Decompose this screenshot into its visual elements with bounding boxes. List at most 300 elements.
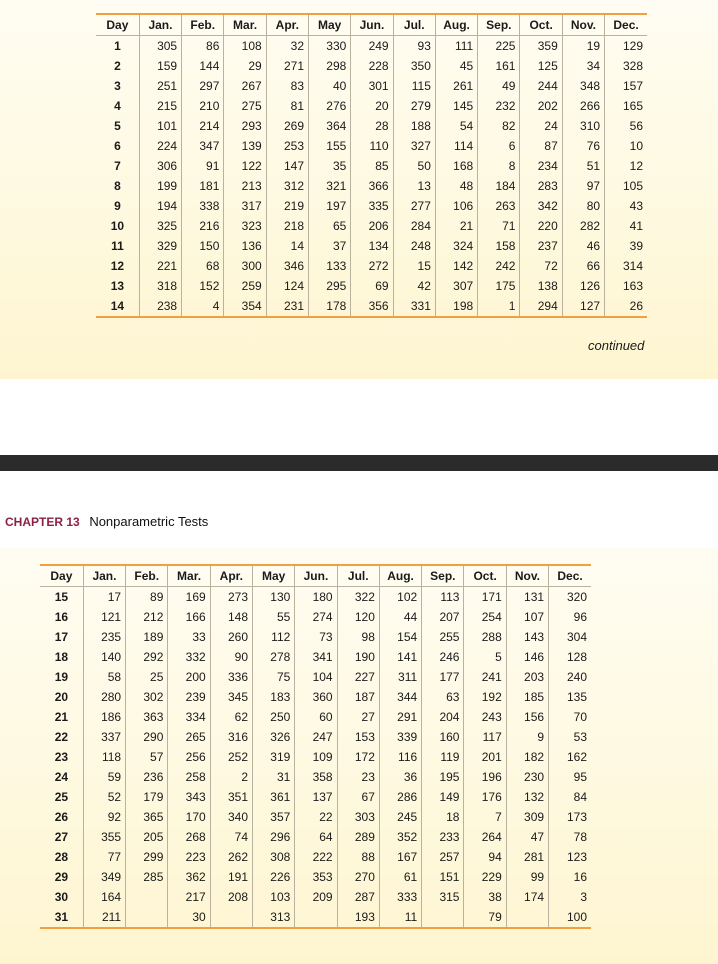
value-cell: 317 <box>224 196 266 216</box>
month-column-header: Mar. <box>168 565 210 587</box>
value-cell: 34 <box>562 56 604 76</box>
value-cell: 178 <box>309 296 351 317</box>
value-cell: 141 <box>379 647 421 667</box>
value-cell: 72 <box>520 256 562 276</box>
table-row <box>40 607 591 627</box>
value-cell: 77 <box>83 847 125 867</box>
value-cell: 112 <box>253 627 295 647</box>
value-cell: 108 <box>224 36 266 57</box>
value-cell: 2 <box>210 767 252 787</box>
day-cell: 3 <box>114 79 121 93</box>
day-cell: 23 <box>54 750 69 764</box>
value-cell: 67 <box>337 787 379 807</box>
value-cell: 157 <box>605 76 647 96</box>
value-cell: 106 <box>435 196 477 216</box>
value-cell: 126 <box>562 276 604 296</box>
value-cell: 341 <box>295 647 337 667</box>
table-row <box>96 196 647 216</box>
day-cell: 4 <box>114 99 121 113</box>
table-row <box>96 136 647 156</box>
value-cell: 365 <box>126 807 168 827</box>
value-cell: 306 <box>139 156 181 176</box>
day-cell: 7 <box>114 159 121 173</box>
month-column-header: May <box>309 14 351 36</box>
value-cell: 177 <box>422 667 464 687</box>
value-cell: 120 <box>337 607 379 627</box>
value-cell: 286 <box>379 787 421 807</box>
value-cell: 149 <box>422 787 464 807</box>
month-column-header: Sep. <box>478 14 520 36</box>
value-cell: 244 <box>520 76 562 96</box>
value-cell: 19 <box>562 36 604 57</box>
value-cell: 290 <box>126 727 168 747</box>
value-cell: 172 <box>337 747 379 767</box>
value-cell: 117 <box>464 727 506 747</box>
value-cell: 79 <box>464 907 506 928</box>
value-cell: 323 <box>224 216 266 236</box>
value-cell: 170 <box>168 807 210 827</box>
month-column-header: Jul. <box>337 565 379 587</box>
day-cell: 25 <box>54 790 69 804</box>
value-cell: 70 <box>549 707 591 727</box>
value-cell: 250 <box>253 707 295 727</box>
value-cell: 221 <box>139 256 181 276</box>
value-cell: 46 <box>562 236 604 256</box>
lottery-table-days-15-31 <box>40 564 591 929</box>
value-cell: 75 <box>253 667 295 687</box>
page-divider <box>0 455 718 471</box>
value-cell: 198 <box>435 296 477 317</box>
month-column-header: Jan. <box>83 565 125 587</box>
table-row <box>96 116 647 136</box>
value-cell: 288 <box>464 627 506 647</box>
value-cell: 253 <box>266 136 308 156</box>
value-cell: 61 <box>379 867 421 887</box>
value-cell: 239 <box>168 687 210 707</box>
value-cell: 344 <box>379 687 421 707</box>
value-cell: 274 <box>295 607 337 627</box>
value-cell: 214 <box>182 116 224 136</box>
month-column-header: Feb. <box>126 565 168 587</box>
value-cell: 283 <box>520 176 562 196</box>
value-cell: 137 <box>295 787 337 807</box>
value-cell: 318 <box>139 276 181 296</box>
value-cell <box>422 907 464 928</box>
value-cell: 297 <box>182 76 224 96</box>
value-cell: 357 <box>253 807 295 827</box>
value-cell: 278 <box>253 647 295 667</box>
value-cell: 129 <box>605 36 647 57</box>
value-cell: 18 <box>422 807 464 827</box>
value-cell: 223 <box>168 847 210 867</box>
value-cell: 65 <box>309 216 351 236</box>
value-cell: 86 <box>182 36 224 57</box>
value-cell: 171 <box>464 587 506 608</box>
value-cell: 173 <box>549 807 591 827</box>
value-cell: 50 <box>393 156 435 176</box>
value-cell: 343 <box>168 787 210 807</box>
value-cell: 179 <box>126 787 168 807</box>
value-cell: 175 <box>478 276 520 296</box>
month-column-header: Dec. <box>605 14 647 36</box>
table-row <box>40 727 591 747</box>
value-cell: 231 <box>266 296 308 317</box>
value-cell: 281 <box>506 847 548 867</box>
value-cell: 241 <box>464 667 506 687</box>
value-cell: 252 <box>210 747 252 767</box>
value-cell: 276 <box>309 96 351 116</box>
value-cell: 263 <box>478 196 520 216</box>
value-cell: 259 <box>224 276 266 296</box>
day-cell: 12 <box>110 259 125 273</box>
value-cell: 84 <box>549 787 591 807</box>
value-cell: 1 <box>478 296 520 317</box>
table-row <box>96 236 647 256</box>
day-cell: 15 <box>54 590 69 604</box>
value-cell: 353 <box>295 867 337 887</box>
day-cell: 2 <box>114 59 121 73</box>
value-cell: 295 <box>309 276 351 296</box>
value-cell: 211 <box>83 907 125 928</box>
value-cell: 327 <box>393 136 435 156</box>
day-cell: 1 <box>114 39 121 53</box>
value-cell: 266 <box>562 96 604 116</box>
value-cell: 345 <box>210 687 252 707</box>
value-cell: 285 <box>126 867 168 887</box>
value-cell: 148 <box>210 607 252 627</box>
value-cell: 109 <box>295 747 337 767</box>
value-cell: 254 <box>464 607 506 627</box>
value-cell: 118 <box>83 747 125 767</box>
value-cell: 180 <box>295 587 337 608</box>
value-cell: 9 <box>506 727 548 747</box>
value-cell: 8 <box>478 156 520 176</box>
day-cell: 5 <box>114 119 121 133</box>
value-cell: 163 <box>605 276 647 296</box>
value-cell: 189 <box>126 627 168 647</box>
value-cell: 92 <box>83 807 125 827</box>
value-cell: 310 <box>562 116 604 136</box>
value-cell: 69 <box>351 276 393 296</box>
value-cell: 151 <box>422 867 464 887</box>
value-cell: 311 <box>379 667 421 687</box>
value-cell: 350 <box>393 56 435 76</box>
table-row <box>96 256 647 276</box>
value-cell: 64 <box>295 827 337 847</box>
value-cell: 152 <box>182 276 224 296</box>
value-cell: 246 <box>422 647 464 667</box>
value-cell: 227 <box>337 667 379 687</box>
value-cell: 284 <box>393 216 435 236</box>
value-cell <box>126 907 168 928</box>
value-cell: 363 <box>126 707 168 727</box>
value-cell: 257 <box>422 847 464 867</box>
value-cell: 174 <box>506 887 548 907</box>
value-cell: 277 <box>393 196 435 216</box>
value-cell: 38 <box>464 887 506 907</box>
value-cell: 62 <box>210 707 252 727</box>
value-cell: 132 <box>506 787 548 807</box>
value-cell: 300 <box>224 256 266 276</box>
value-cell: 255 <box>422 627 464 647</box>
table-row <box>40 767 591 787</box>
value-cell: 360 <box>295 687 337 707</box>
value-cell: 332 <box>168 647 210 667</box>
value-cell: 224 <box>139 136 181 156</box>
value-cell: 28 <box>351 116 393 136</box>
header-row <box>96 14 647 36</box>
value-cell <box>126 887 168 907</box>
value-cell: 35 <box>309 156 351 176</box>
value-cell: 145 <box>435 96 477 116</box>
value-cell: 192 <box>464 687 506 707</box>
value-cell: 58 <box>83 667 125 687</box>
table-row <box>40 827 591 847</box>
value-cell: 205 <box>126 827 168 847</box>
value-cell: 94 <box>464 847 506 867</box>
value-cell: 232 <box>478 96 520 116</box>
value-cell: 229 <box>464 867 506 887</box>
value-cell: 21 <box>435 216 477 236</box>
value-cell: 321 <box>309 176 351 196</box>
value-cell: 20 <box>351 96 393 116</box>
value-cell: 309 <box>506 807 548 827</box>
day-cell: 22 <box>54 730 69 744</box>
value-cell: 326 <box>253 727 295 747</box>
value-cell: 181 <box>182 176 224 196</box>
value-cell: 313 <box>253 907 295 928</box>
month-column-header: Nov. <box>506 565 548 587</box>
value-cell: 349 <box>83 867 125 887</box>
table-row <box>40 887 591 907</box>
chapter-title: Nonparametric Tests <box>89 514 209 529</box>
month-column-header: Oct. <box>520 14 562 36</box>
value-cell: 128 <box>549 647 591 667</box>
value-cell: 355 <box>83 827 125 847</box>
value-cell: 98 <box>337 627 379 647</box>
month-column-header: Jan. <box>139 14 181 36</box>
value-cell <box>295 907 337 928</box>
value-cell: 82 <box>478 116 520 136</box>
value-cell: 347 <box>182 136 224 156</box>
value-cell: 199 <box>139 176 181 196</box>
value-cell: 356 <box>351 296 393 317</box>
month-column-header: Jun. <box>351 14 393 36</box>
value-cell: 186 <box>83 707 125 727</box>
value-cell: 45 <box>435 56 477 76</box>
value-cell: 131 <box>506 587 548 608</box>
value-cell: 261 <box>435 76 477 96</box>
value-cell: 114 <box>435 136 477 156</box>
value-cell: 346 <box>266 256 308 276</box>
value-cell: 105 <box>605 176 647 196</box>
day-cell: 19 <box>54 670 69 684</box>
table-row <box>40 847 591 867</box>
value-cell: 333 <box>379 887 421 907</box>
value-cell: 247 <box>295 727 337 747</box>
value-cell: 101 <box>139 116 181 136</box>
value-cell: 25 <box>126 667 168 687</box>
value-cell: 44 <box>379 607 421 627</box>
value-cell: 164 <box>83 887 125 907</box>
value-cell: 212 <box>126 607 168 627</box>
value-cell: 127 <box>562 296 604 317</box>
value-cell: 364 <box>309 116 351 136</box>
table-row <box>96 156 647 176</box>
value-cell: 12 <box>605 156 647 176</box>
value-cell: 24 <box>520 116 562 136</box>
month-column-header: May <box>253 565 295 587</box>
value-cell: 53 <box>549 727 591 747</box>
value-cell: 320 <box>549 587 591 608</box>
value-cell: 304 <box>549 627 591 647</box>
value-cell: 200 <box>168 667 210 687</box>
value-cell: 26 <box>605 296 647 317</box>
value-cell: 282 <box>562 216 604 236</box>
value-cell: 122 <box>224 156 266 176</box>
value-cell: 73 <box>295 627 337 647</box>
value-cell: 135 <box>549 687 591 707</box>
chapter-number: CHAPTER 13 <box>5 515 80 529</box>
value-cell: 169 <box>168 587 210 608</box>
value-cell: 88 <box>337 847 379 867</box>
value-cell: 6 <box>478 136 520 156</box>
value-cell: 16 <box>549 867 591 887</box>
value-cell: 291 <box>379 707 421 727</box>
value-cell: 236 <box>126 767 168 787</box>
value-cell: 207 <box>422 607 464 627</box>
value-cell: 298 <box>309 56 351 76</box>
value-cell: 359 <box>520 36 562 57</box>
value-cell: 289 <box>337 827 379 847</box>
value-cell: 324 <box>435 236 477 256</box>
value-cell: 264 <box>464 827 506 847</box>
value-cell: 191 <box>210 867 252 887</box>
value-cell: 237 <box>520 236 562 256</box>
value-cell: 312 <box>266 176 308 196</box>
value-cell: 351 <box>210 787 252 807</box>
value-cell: 27 <box>337 707 379 727</box>
table-row <box>96 276 647 296</box>
value-cell: 222 <box>295 847 337 867</box>
value-cell: 228 <box>351 56 393 76</box>
value-cell: 83 <box>266 76 308 96</box>
value-cell: 40 <box>309 76 351 96</box>
value-cell: 76 <box>562 136 604 156</box>
value-cell: 240 <box>549 667 591 687</box>
value-cell: 302 <box>126 687 168 707</box>
value-cell: 319 <box>253 747 295 767</box>
value-cell: 68 <box>182 256 224 276</box>
value-cell: 268 <box>168 827 210 847</box>
value-cell: 166 <box>168 607 210 627</box>
value-cell: 338 <box>182 196 224 216</box>
value-cell: 270 <box>337 867 379 887</box>
value-cell <box>506 907 548 928</box>
day-cell: 6 <box>114 139 121 153</box>
day-cell: 16 <box>54 610 69 624</box>
table-row <box>40 907 591 928</box>
value-cell: 55 <box>253 607 295 627</box>
value-cell: 59 <box>83 767 125 787</box>
value-cell: 361 <box>253 787 295 807</box>
value-cell: 97 <box>562 176 604 196</box>
value-cell: 33 <box>168 627 210 647</box>
month-column-header: Jul. <box>393 14 435 36</box>
day-cell: 26 <box>54 810 69 824</box>
value-cell: 287 <box>337 887 379 907</box>
value-cell: 316 <box>210 727 252 747</box>
value-cell: 134 <box>351 236 393 256</box>
day-cell: 8 <box>114 179 121 193</box>
value-cell: 111 <box>435 36 477 57</box>
value-cell: 216 <box>182 216 224 236</box>
value-cell: 292 <box>126 647 168 667</box>
value-cell: 48 <box>435 176 477 196</box>
value-cell: 204 <box>422 707 464 727</box>
value-cell: 258 <box>168 767 210 787</box>
value-cell: 91 <box>182 156 224 176</box>
value-cell: 215 <box>139 96 181 116</box>
value-cell: 201 <box>464 747 506 767</box>
value-cell: 136 <box>224 236 266 256</box>
value-cell: 4 <box>182 296 224 317</box>
table-row <box>40 667 591 687</box>
value-cell: 299 <box>126 847 168 867</box>
value-cell: 335 <box>351 196 393 216</box>
table-row <box>40 687 591 707</box>
table-row <box>40 707 591 727</box>
value-cell: 265 <box>168 727 210 747</box>
value-cell: 249 <box>351 36 393 57</box>
value-cell: 41 <box>605 216 647 236</box>
value-cell: 15 <box>393 256 435 276</box>
value-cell: 217 <box>168 887 210 907</box>
month-column-header: Apr. <box>266 14 308 36</box>
value-cell: 220 <box>520 216 562 236</box>
value-cell: 39 <box>605 236 647 256</box>
month-column-header: Aug. <box>435 14 477 36</box>
value-cell: 74 <box>210 827 252 847</box>
value-cell: 5 <box>464 647 506 667</box>
month-column-header: Oct. <box>464 565 506 587</box>
day-cell: 18 <box>54 650 69 664</box>
value-cell: 13 <box>393 176 435 196</box>
value-cell: 107 <box>506 607 548 627</box>
day-cell: 27 <box>54 830 69 844</box>
value-cell: 262 <box>210 847 252 867</box>
value-cell: 279 <box>393 96 435 116</box>
value-cell: 233 <box>422 827 464 847</box>
value-cell: 66 <box>562 256 604 276</box>
value-cell: 85 <box>351 156 393 176</box>
value-cell: 23 <box>337 767 379 787</box>
value-cell: 307 <box>435 276 477 296</box>
value-cell: 243 <box>464 707 506 727</box>
value-cell: 11 <box>379 907 421 928</box>
value-cell: 184 <box>478 176 520 196</box>
value-cell: 81 <box>266 96 308 116</box>
value-cell: 275 <box>224 96 266 116</box>
value-cell: 230 <box>506 767 548 787</box>
value-cell: 208 <box>210 887 252 907</box>
value-cell: 133 <box>309 256 351 276</box>
value-cell: 308 <box>253 847 295 867</box>
day-column-header: Day <box>96 14 139 36</box>
month-column-header: Apr. <box>210 565 252 587</box>
value-cell: 155 <box>309 136 351 156</box>
value-cell: 96 <box>549 607 591 627</box>
